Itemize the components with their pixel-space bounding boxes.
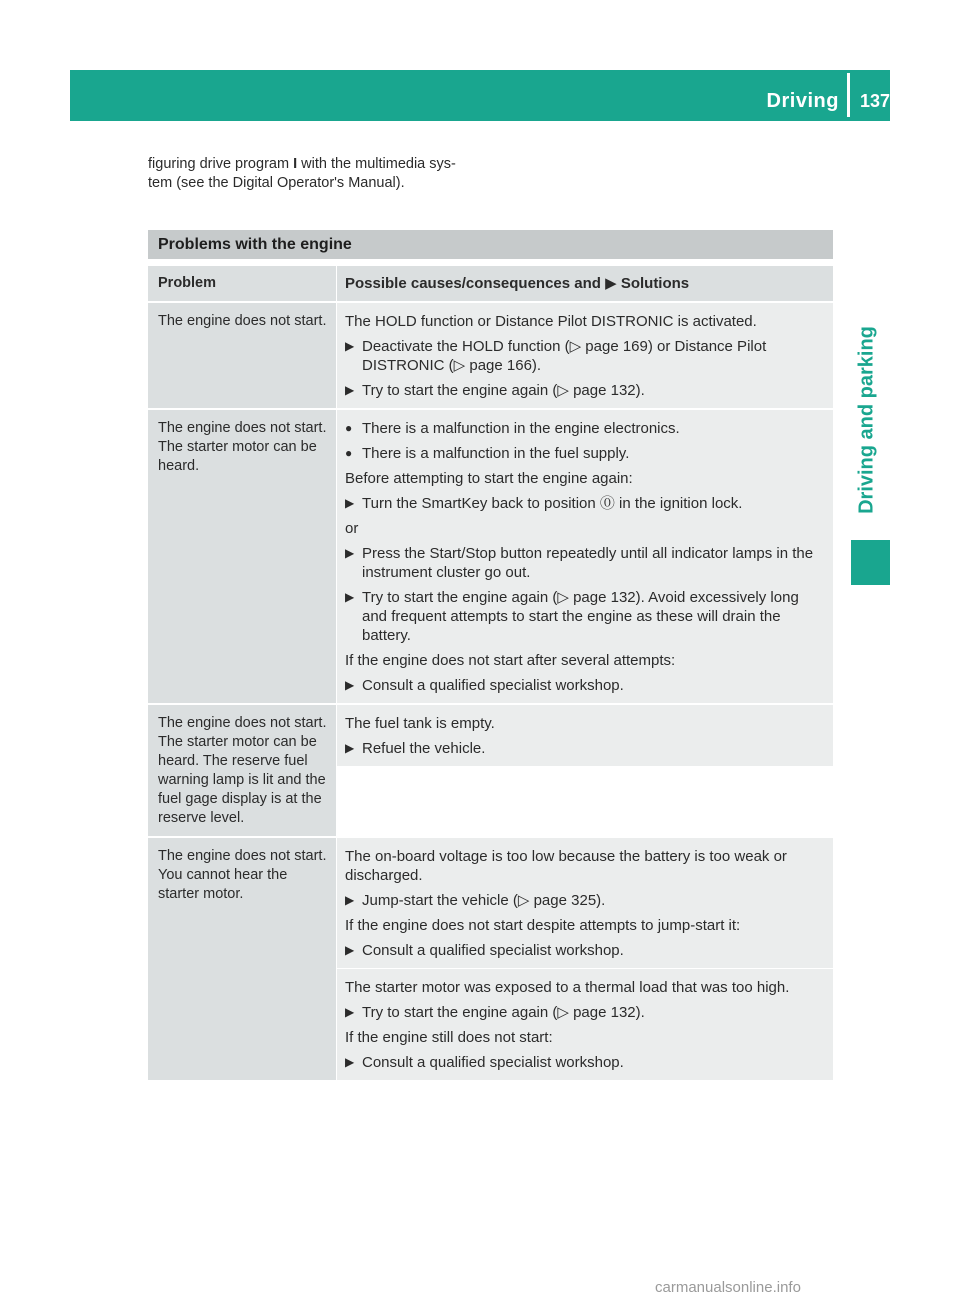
- solutions-cell: [337, 303, 833, 408]
- intro-text-2: with the multimedia sys-: [297, 156, 456, 172]
- cause-text: The HOLD function or Distance Pilot DISTRONIC is activated.: [345, 313, 757, 330]
- table-row: [148, 705, 833, 837]
- bullet-text: There is a malfunction in the engine electronics.: [362, 420, 680, 437]
- cause-text: or: [345, 520, 359, 537]
- table-row: [148, 410, 833, 704]
- action-step: [345, 494, 825, 513]
- intro-text-1: figuring drive program: [148, 156, 294, 172]
- solutions-cell: [337, 705, 833, 836]
- cause-block: [337, 705, 833, 766]
- action-step: [345, 588, 825, 645]
- cause-block: [337, 303, 833, 408]
- action-arrow-icon: ▶: [345, 678, 355, 692]
- solutions-cell: [337, 838, 833, 1080]
- table-header-row: [148, 266, 833, 302]
- table-row: [148, 838, 833, 1081]
- action-step: [345, 1053, 825, 1072]
- section-title: Problems with the engine: [148, 230, 833, 259]
- bullet-icon: ●: [345, 446, 353, 460]
- header-solutions: Possible causes/consequences and ▶ Solutions: [337, 266, 833, 301]
- action-step: [345, 381, 825, 400]
- cause-block: [337, 838, 833, 968]
- step-text: Consult a qualified specialist workshop.: [362, 677, 624, 694]
- solutions-cell: [337, 410, 833, 703]
- side-tab-label: [856, 310, 878, 530]
- action-step: [345, 739, 825, 758]
- step-text: Refuel the vehicle.: [362, 740, 486, 757]
- intro-program-letter: I: [293, 156, 298, 172]
- step-text: Consult a qualified specialist workshop.: [362, 1054, 624, 1071]
- cause-text: Before attempting to start the engine again:: [345, 470, 633, 487]
- action-step: [345, 337, 825, 375]
- action-step: [345, 1003, 825, 1022]
- action-arrow-icon: ▶: [345, 590, 355, 604]
- watermark: carmanualsonline.info: [655, 1279, 801, 1296]
- problem-cell: The engine does not start. The starter motor can be heard.: [148, 410, 336, 703]
- bullet-item: [345, 419, 825, 438]
- running-header: [767, 86, 890, 116]
- cause-text: The starter motor was exposed to a thermal load that was too high.: [345, 979, 790, 996]
- step-text: Jump-start the vehicle (▷ page 325).: [362, 892, 606, 909]
- action-step: [345, 891, 825, 910]
- bullet-icon: ●: [345, 421, 353, 435]
- cause-text: The on-board voltage is too low because the battery is too weak or discharged.: [345, 848, 787, 884]
- cause-text: If the engine does not start after several attempts:: [345, 652, 676, 669]
- step-text: Try to start the engine again (▷ page 132). Avoid excessively long and frequent attempts to start the engine as these will drain the battery.: [362, 589, 799, 644]
- problem-cell: The engine does not start.: [148, 303, 336, 408]
- page-number: 137: [859, 90, 890, 111]
- section-name: Driving: [766, 89, 839, 112]
- problems-table: [148, 266, 833, 1081]
- action-step: [345, 941, 825, 960]
- step-text: Consult a qualified specialist workshop.: [362, 942, 624, 959]
- action-arrow-icon: ▶: [345, 1055, 355, 1069]
- step-text: Try to start the engine again (▷ page 132).: [362, 1004, 645, 1021]
- step-text: Press the Start/Stop button repeatedly until all indicator lamps in the instrument cluster go out.: [362, 545, 814, 581]
- action-arrow-icon: ▶: [345, 496, 355, 510]
- problem-cell: The engine does not start. The starter motor can be heard. The reserve fuel warning lamp is lit and the fuel gage display is at the reserve level.: [148, 705, 336, 836]
- bullet-item: [345, 444, 825, 463]
- action-arrow-icon: ▶: [345, 546, 355, 560]
- chapter-label: Driving and parking: [855, 326, 878, 514]
- intro-paragraph: [148, 155, 508, 193]
- table-row: [148, 303, 833, 409]
- action-arrow-icon: ▶: [345, 339, 355, 353]
- action-arrow-icon: ▶: [345, 1005, 355, 1019]
- cause-block: [337, 410, 833, 703]
- step-text: Try to start the engine again (▷ page 132).: [362, 382, 645, 399]
- action-arrow-icon: ▶: [345, 893, 355, 907]
- bullet-text: There is a malfunction in the fuel supply.: [362, 445, 630, 462]
- side-tab-marker: [851, 540, 890, 585]
- header-solutions-cell: [337, 266, 833, 301]
- cause-block: [337, 969, 833, 1080]
- step-text: Deactivate the HOLD function (▷ page 169) or Distance Pilot DISTRONIC (▷ page 166).: [362, 338, 767, 374]
- header-problem: Problem: [148, 266, 336, 301]
- cause-text: If the engine still does not start:: [345, 1029, 553, 1046]
- problem-cell: The engine does not start. You cannot hear the starter motor.: [148, 838, 336, 1080]
- intro-text-3: tem (see the Digital Operator's Manual).: [148, 175, 405, 191]
- action-arrow-icon: ▶: [345, 943, 355, 957]
- cause-text: If the engine does not start despite attempts to jump-start it:: [345, 917, 741, 934]
- action-arrow-icon: ▶: [345, 383, 355, 397]
- action-step: [345, 676, 825, 695]
- cause-text: The fuel tank is empty.: [345, 715, 495, 732]
- action-step: [345, 544, 825, 582]
- step-text: Turn the SmartKey back to position ⓪ in the ignition lock.: [362, 495, 743, 512]
- action-arrow-icon: ▶: [345, 741, 355, 755]
